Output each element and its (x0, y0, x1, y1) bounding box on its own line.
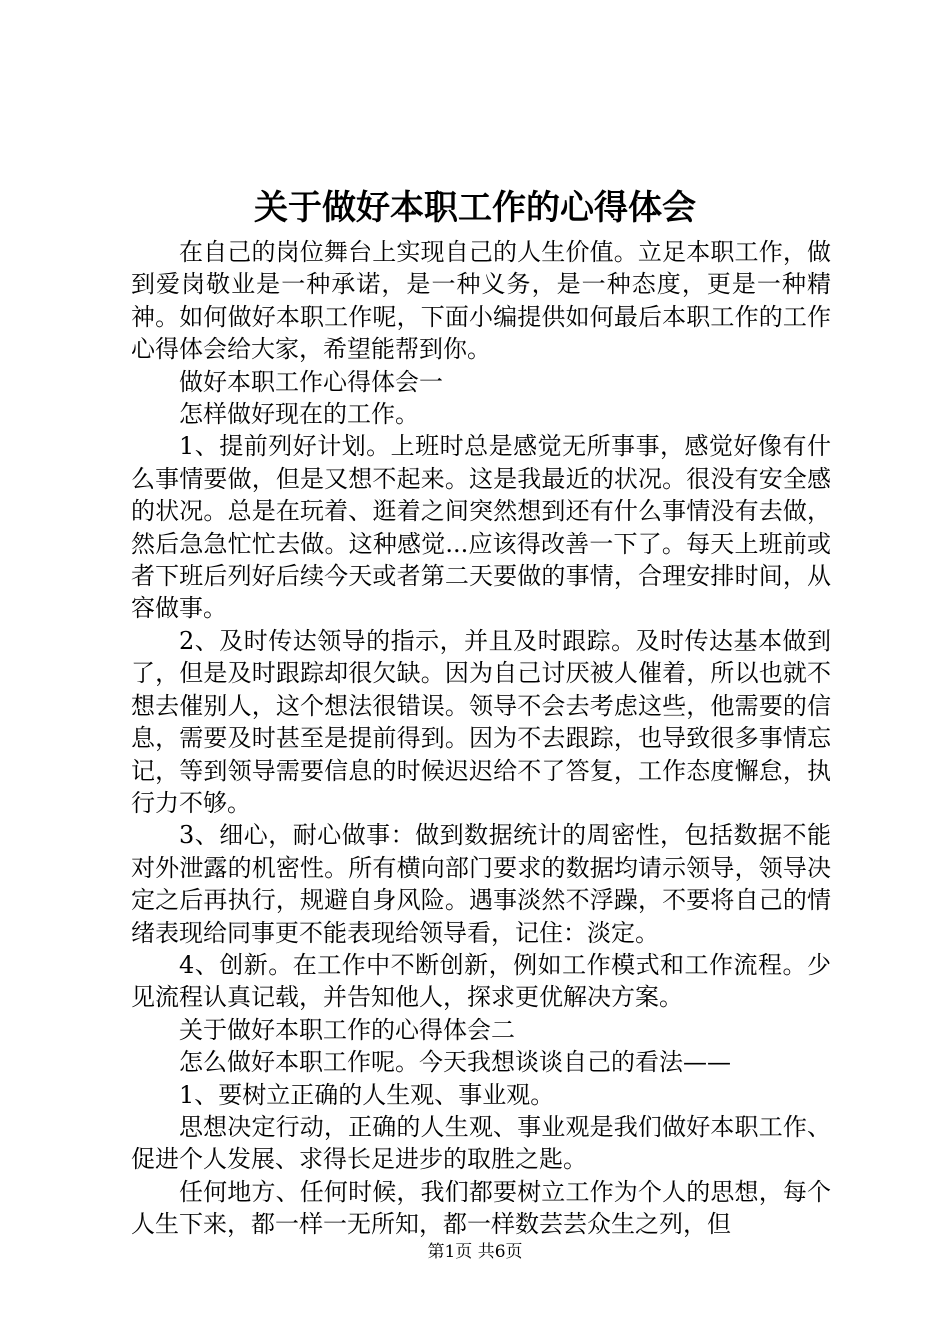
paragraph-anywhere: 任何地方、任何时候，我们都要树立工作为个人的思想，每个人生下来，都一样一无所知，都一样数芸芸众生之列，但 (131, 1177, 831, 1239)
paragraph-item-3: 3、细心，耐心做事：做到数据统计的周密性，包括数据不能对外泄露的机密性。所有横向部门要求的数据均请示领导，领导决定之后再执行，规避自身风险。遇事淡然不浮躁，不要将自己的情绪表现给同事更不能表现给领导看，记住：淡定。 (131, 821, 831, 947)
paragraph-point-1: 1、要树立正确的人生观、事业观。 (179, 1080, 555, 1109)
paragraph-intro: 在自己的岗位舞台上实现自己的人生价值。立足本职工作，做到爱岗敬业是一种承诺，是一种义务，是一种态度，更是一种精神。如何做好本职工作呢，下面小编提供如何最后本职工作的工作心得体会给大家，希望能帮到你。 (131, 238, 831, 364)
page-number-footer: 第1页 共6页 (427, 1242, 523, 1262)
paragraph-subheading: 怎样做好现在的工作。 (179, 400, 419, 429)
document-title: 关于做好本职工作的心得体会 (254, 188, 696, 228)
paragraph-item-2: 2、及时传达领导的指示，并且及时跟踪。及时传达基本做到了，但是及时跟踪却很欠缺。因为自己讨厌被人催着，所以也就不想去催别人，这个想法很错误。领导不会去考虑这些，他需要的信息，需要及时甚至是提前得到。因为不去跟踪，也导致很多事情忘记，等到领导需要信息的时候迟迟给不了答复，工作态度懈怠，执行力不够。 (131, 626, 831, 817)
document-body (131, 236, 831, 1241)
paragraph-item-1: 1、提前列好计划。上班时总是感觉无所事事，感觉好像有什么事情要做，但是又想不起来。这是我最近的状况。很没有安全感的状况。总是在玩着、逛着之间突然想到还有什么事情没有去做，然后急急忙忙去做。这种感觉...应该得改善一下了。每天上班前或者下班后列好后续今天或者第二天要做的事情，合理安排时间，从容做事。 (131, 432, 831, 623)
section-heading-two: 关于做好本职工作的心得体会二 (179, 1015, 515, 1044)
paragraph-item-4: 4、创新。在工作中不断创新，例如工作模式和工作流程。少见流程认真记载，并告知他人，探求更优解决方案。 (131, 950, 831, 1012)
section-heading-one: 做好本职工作心得体会一 (179, 367, 443, 396)
paragraph-thought: 思想决定行动，正确的人生观、事业观是我们做好本职工作、促进个人发展、求得长足进步的取胜之匙。 (131, 1112, 831, 1174)
paragraph-question: 怎么做好本职工作呢。今天我想谈谈自己的看法—— (179, 1048, 731, 1077)
